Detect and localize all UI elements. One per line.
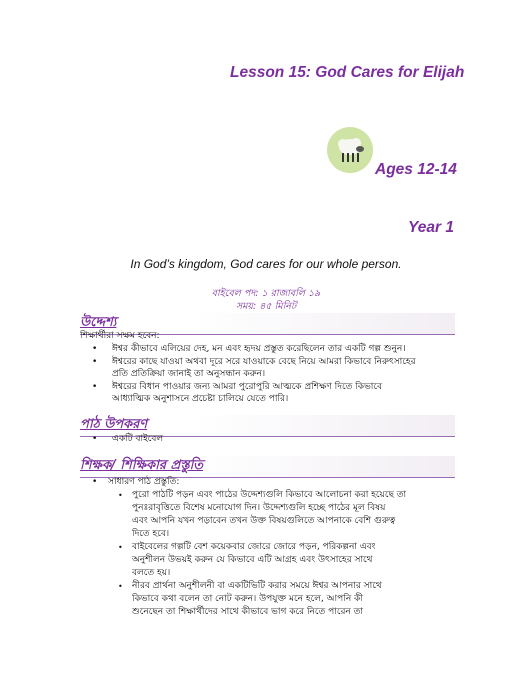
objective-item-continued: প্রতি প্রতিক্রিয়া জানাই তা অনুসন্ধান করুন। [112, 369, 266, 379]
lesson-tagline: In God’s kingdom, God cares for our whole person. [130, 257, 402, 271]
preparation-item: বাইবেলের গল্পটি বেশ কয়েকবার জোরে জোরে পড়ন, পরিকল্পনা এবং [132, 542, 376, 552]
bullet-icon: • [118, 582, 123, 591]
age-range: Ages 12-14 [375, 161, 457, 178]
preparation-item-continued: এবং আপনি যখন পড়াবেন তখন উক্ত বিষয়গুলিতে আপনাকে বেশি গুরুত্ব [132, 516, 396, 526]
lesson-title: Lesson 15: God Cares for Elijah [230, 64, 465, 81]
bullet-icon: • [92, 382, 98, 392]
preparation-item: নীরব প্রার্থনা অনুশীলনী বা একটিভিটি করার সময়ে ঈশ্বর আপনার সাথে [132, 581, 382, 591]
bullet-icon: • [92, 344, 98, 354]
bullet-icon: • [92, 477, 98, 487]
preparation-general: সাধারণ পাঠ প্রস্তুতি: [108, 477, 180, 487]
preparation-item-continued: পুনঃরাবৃত্তিতে বিশেষ মনোযোগ দিন। উদ্দেশ্যগুলি হচ্ছে পাঠের মূল বিষয় [132, 503, 386, 513]
materials-heading-text: পাঠ উপকরণ [80, 417, 148, 432]
lesson-duration: সময়: ৪৫ মিনিট [235, 301, 297, 312]
objective-heading-text: উদ্দেশ্য [80, 315, 117, 330]
bullet-icon: • [92, 434, 98, 444]
preparation-item: পুরো পাঠটি পড়ন এবং পাঠের উদ্দেশ্যগুলি কিভাবে আলোচনা করা হয়েছে তা [132, 490, 407, 500]
preparation-item-continued: কিভাবে কথা বলেন তা নোট করুন। উপযুক্ত মনে হলে, আপনি কী [132, 594, 363, 604]
objective-item: ঈশ্বরের বিধান পাওয়ার জন্য আমরা পুরোপুরি আত্মকে প্রশিক্ষণ দিতে কিভাবে [112, 382, 383, 392]
sheep-icon [327, 127, 373, 173]
objective-item: ঈশ্বরের কাছে যাওয়া অথবা দূরে সরে যাওয়াকে বেছে নিয়ে আমরা কিভাবে নিরুৎসাহের [112, 357, 416, 367]
materials-item: একটি বাইবেল [112, 434, 164, 444]
objective-item-continued: আধ্যাত্মিক অনুশাসনে প্রচেষ্টা চালিয়ে যেতে পারি। [112, 394, 289, 404]
preparation-heading-text: শিক্ষক/ শিক্ষিকার প্রস্তুতি [80, 458, 204, 473]
preparation-item-continued: দিতে হবে। [132, 529, 170, 539]
bullet-icon: • [118, 543, 123, 552]
bullet-icon: • [118, 491, 123, 500]
objective-item: ঈশ্বর কীভাবে এলিয়ের দেহ, মন এবং হৃদয় প্রস্তুত করেছিলেন তার একটি গল্প শুনুন। [112, 344, 406, 354]
preparation-item-continued: বলতে হয়। [132, 568, 171, 578]
preparation-item-continued: অনুশীলন উভয়ই করুন যে কিভাবে এটি আগ্রহ এবং উৎসাহের সাথে [132, 555, 373, 565]
preparation-item-continued: শুনেছেন তা শিক্ষার্থীদের সাথে কীভাবে ভাগ করে নিতে পারেন তা [132, 607, 364, 617]
objective-intro: শিক্ষার্থীরা সক্ষম হবেন: [80, 331, 160, 341]
year-label: Year 1 [408, 219, 454, 236]
bullet-icon: • [92, 357, 98, 367]
preparation-heading [80, 456, 455, 478]
bible-reference: বাইবেল পদ: ১ রাজাবলি ১৯ [211, 288, 321, 299]
